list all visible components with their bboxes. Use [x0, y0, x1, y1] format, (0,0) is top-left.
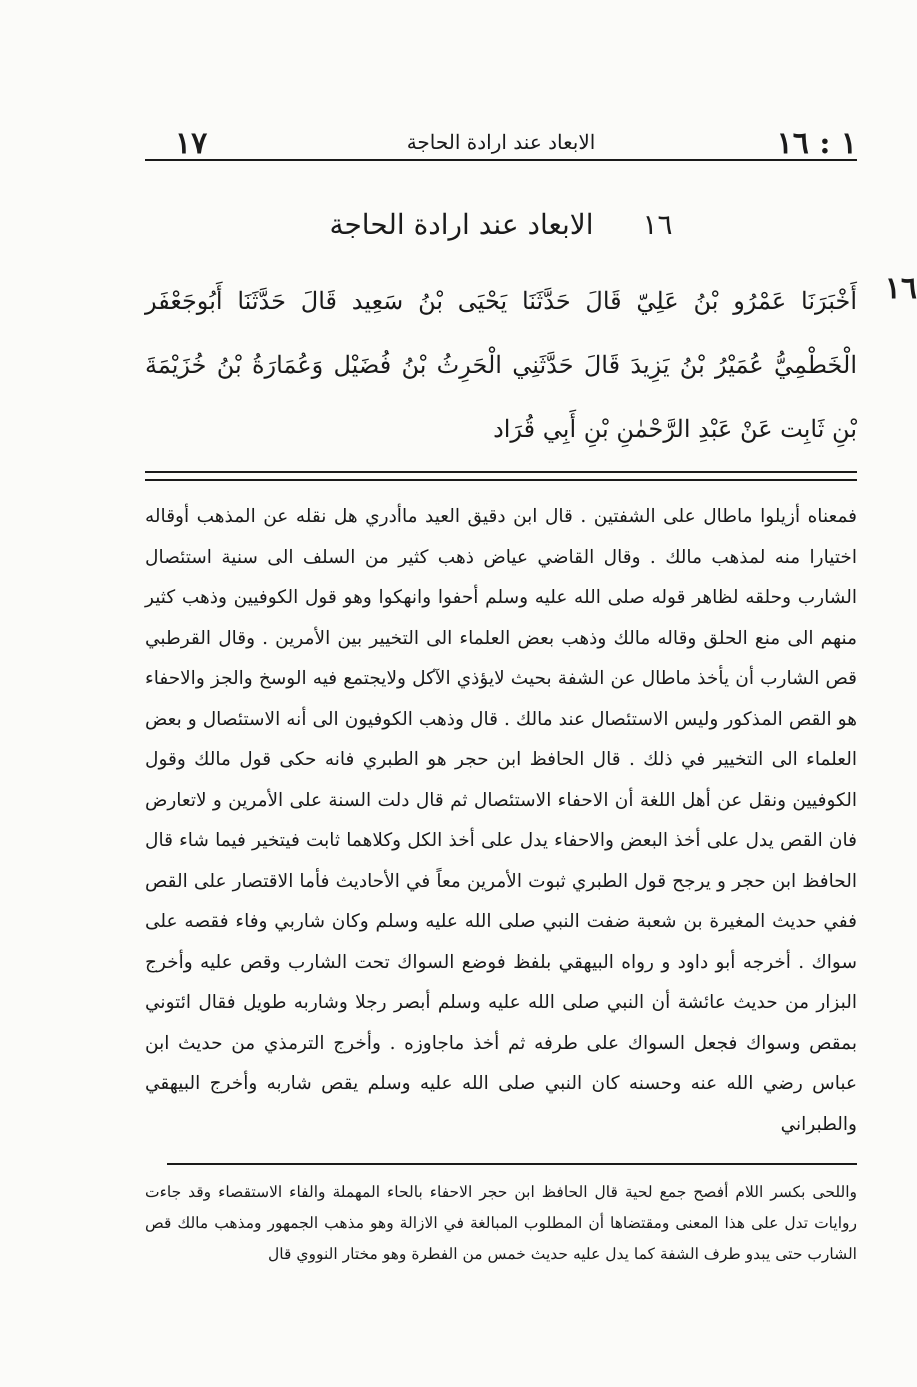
page-header — [145, 115, 857, 159]
footnote-text: واللحى بكسر اللام أفصح جمع لحية قال الحافظ ابن حجر الاحفاء بالحاء المهملة والفاء الاستقصاء وقد جاءت روايات تدل على هذا المعنى ومقتضاها أن المطلوب المبالغة في الازالة وهو مذهب الجمهور ومذهب مالك قص الشارب حتى يبدو طرف الشفة كما يدل عليه حديث خمس من الفطرة وهو مختار النووي قال — [145, 1183, 857, 1263]
hadith-text: أَخْبَرَنَا عَمْرُو بْنُ عَلِيّ قَالَ حَدَّثَنَا يَحْيَى بْنُ سَعِيد قَالَ حَدَّثَنَا أَبُوجَعْفَر الْخَطْمِيُّ عُمَيْرُ بْنُ يَزِيدَ قَالَ حَدَّثَنِي الْحَرِثُ بْنُ فُضَيْل وَعُمَارَةُ بْنُ خُزَيْمَةَ بْنِ ثَابِت عَنْ عَبْدِ الرَّحْمٰنِ بْنِ أَبِي قُرَاد — [145, 287, 857, 443]
chapter-number: ١٦ — [642, 208, 673, 241]
chapter-reference: ١ : ١٦ — [776, 126, 857, 161]
hadith-block — [145, 269, 917, 461]
header-rule — [145, 159, 857, 161]
double-rule — [145, 471, 857, 481]
book-page — [145, 115, 917, 1270]
commentary-text: فمعناه أزيلوا ماطال على الشفتين . قال ابن دقيق العيد ماأدري هل نقله عن المذهب أوقاله اختيارا منه لمذهب مالك . وقال القاضي عياض ذهب كثير من السلف الى سنية استئصال الشارب وحلقه لظاهر قوله صلى الله عليه وسلم أحفوا وانهكوا وهو قول الكوفيين وذهب كثير منهم الى منع الحلق وقاله مالك وذهب بعض العلماء الى التخيير بين الأمرين . وقال القرطبي قص الشارب أن يأخذ ماطال عن الشفة بحيث لايؤذي الآكل ولايجتمع فيه الوسخ والجز والاحفاء هو القص المذكور وليس الاستئصال عند مالك . قال وذهب الكوفيون الى أنه الاستئصال و بعض العلماء الى التخيير في ذلك . قال الحافظ ابن حجر هو الطبري فانه حكى قول مالك وقول الكوفيين ونقل عن أهل اللغة أن الاحفاء الاستئصال ثم قال دلت السنة على الأمرين و لاتعارض فان القص يدل على أخذ البعض والاحفاء يدل على أخذ الكل وكلاهما ثابت فيتخير فيما شاء قال الحافظ ابن حجر و يرجح قول الطبري ثبوت الأمرين معاً في الأحاديث فأما الاقتصار على القص ففي حديث المغيرة بن شعبة ضفت النبي صلى الله عليه وسلم وكان شاربي وفاء فقصه على سواك . أخرجه أبو داود و رواه البيهقي بلفظ فوضع السواك تحت الشارب وقص عليه وأخرج البزار من حديث عائشة أن النبي صلى الله عليه وسلم أبصر رجلا وشاربه طويل فقال ائتوني بمقص وسواك فجعل السواك على طرفه ثم أخذ ماجاوزه . وأخرج الترمذي من حديث ابن عباس رضي الله عنه وحسنه كان النبي صلى الله عليه وسلم يقص شاربه وأخرج البيهقي والطبراني — [145, 506, 857, 1135]
chapter-title: الابعاد عند ارادة الحاجة — [329, 208, 594, 241]
chapter-heading — [145, 205, 857, 245]
page-number: ١٧ — [175, 126, 208, 161]
running-title: الابعاد عند ارادة الحاجة — [406, 130, 596, 154]
hadith-number: ١٦ — [884, 271, 917, 306]
footnote-rule — [167, 1163, 857, 1165]
